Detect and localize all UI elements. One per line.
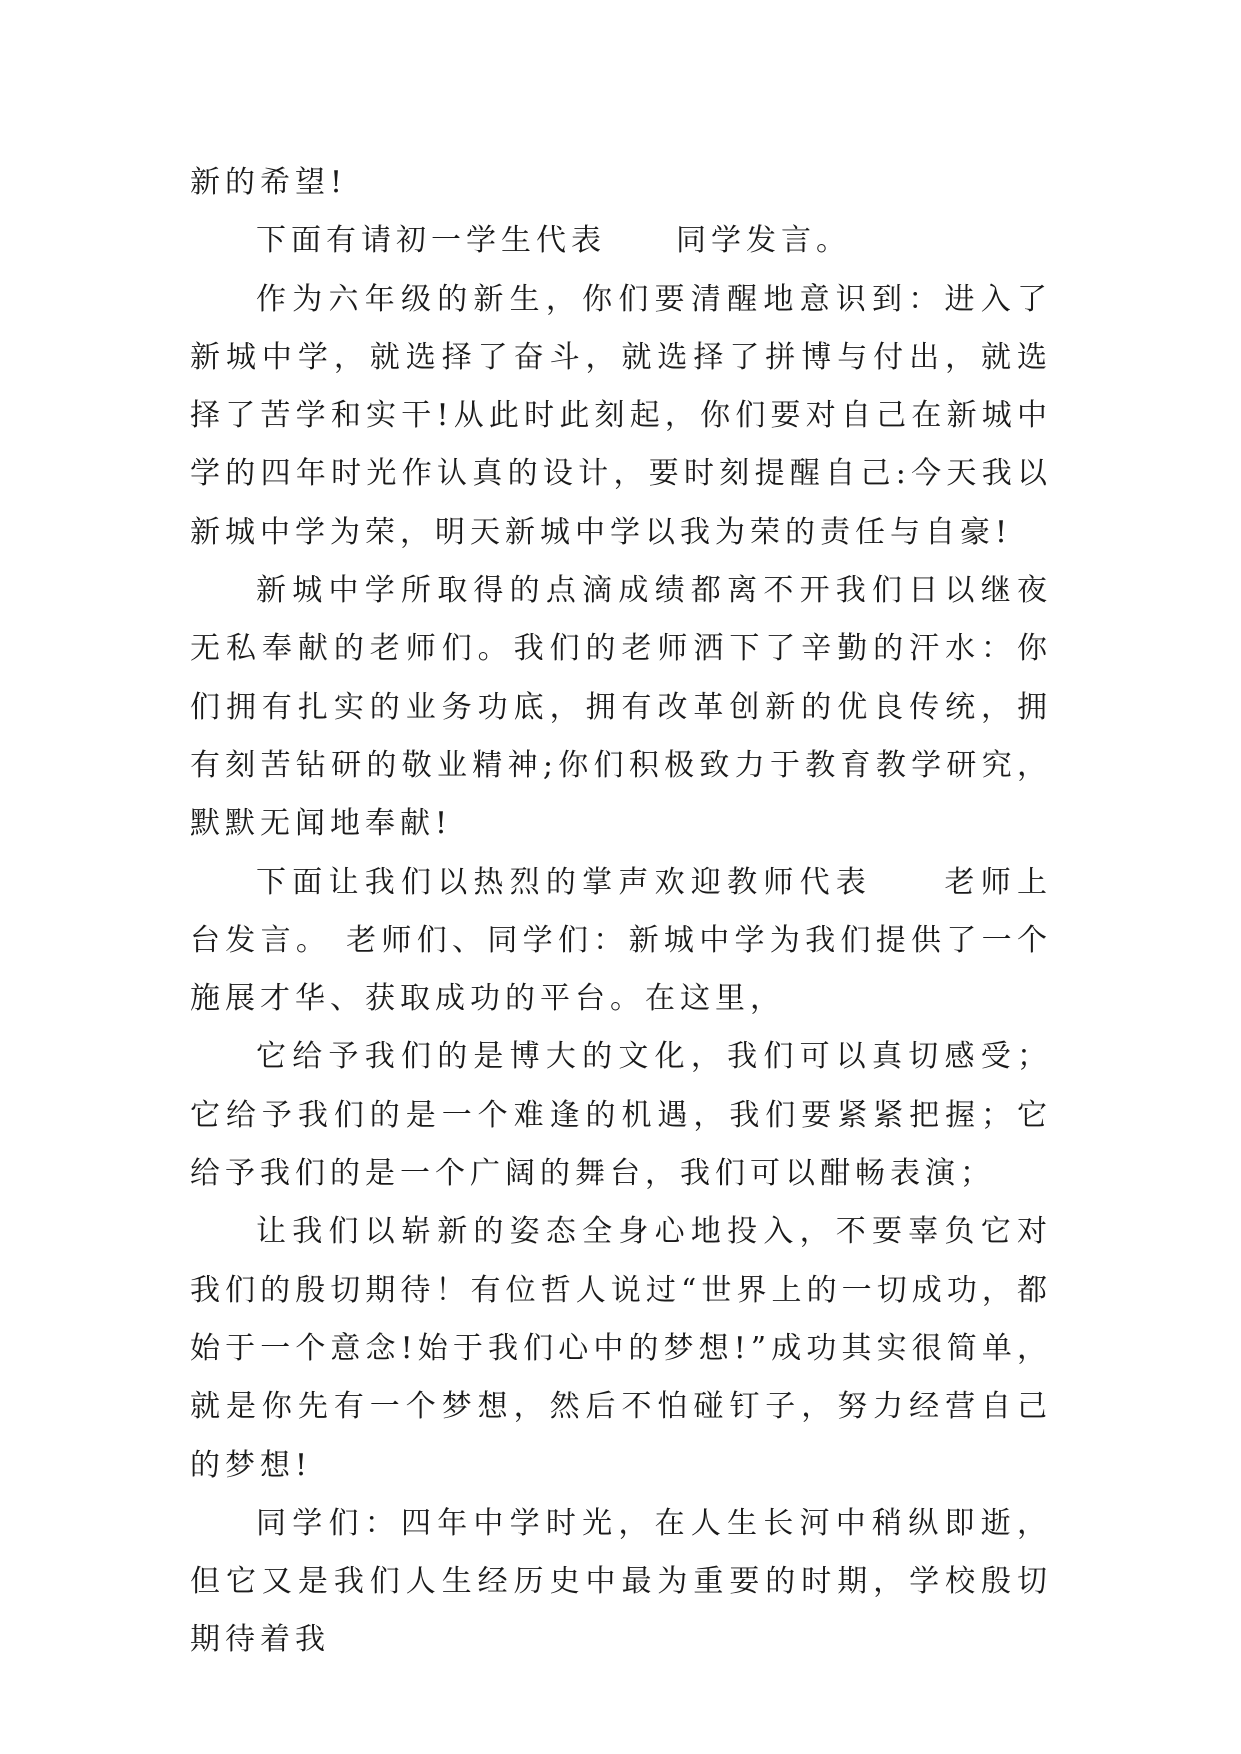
document-body — [190, 154, 1052, 1670]
paragraph-4: 新城中学所取得的点滴成绩都离不开我们日以继夜无私奉献的老师们。我们的老师洒下了辛勤的汗水：你们拥有扎实的业务功底，拥有改革创新的优良传统，拥有刻苦钻研的敬业精神;你们积极致力于教育教学研究，默默无闻地奉献! — [190, 573, 1052, 842]
paragraph-8: 同学们：四年中学时光，在人生长河中稍纵即逝，但它又是我们人生经历史中最为重要的时期，学校殷切期待着我 — [190, 1505, 1052, 1658]
paragraph-3: 作为六年级的新生，你们要清醒地意识到：进入了新城中学，就选择了奋斗，就选择了拼博与付出，就选择了苦学和实干!从此时此刻起，你们要对自己在新城中学的四年时光作认真的设计，要时刻提醒自己:今天我以新城中学为荣，明天新城中学以我为荣的责任与自豪! — [190, 281, 1052, 550]
paragraph-5: 下面让我们以热烈的掌声欢迎教师代表 老师上台发言。 老师们、同学们：新城中学为我们提供了一个施展才华、获取成功的平台。在这里， — [190, 864, 1052, 1017]
paragraph-6: 它给予我们的是博大的文化，我们可以真切感受；它给予我们的是一个难逢的机遇，我们要紧紧把握；它给予我们的是一个广阔的舞台，我们可以酣畅表演； — [190, 1039, 1052, 1192]
paragraph-1: 新的希望! — [190, 165, 348, 200]
paragraph-7: 让我们以崭新的姿态全身心地投入，不要辜负它对我们的殷切期待！有位哲人说过“世界上的一切成功，都始于一个意念!始于我们心中的梦想!”成功其实很简单，就是你先有一个梦想，然后不怕碰钉子，努力经营自己的梦想! — [190, 1214, 1052, 1483]
paragraph-2: 下面有请初一学生代表 同学发言。 — [256, 223, 851, 259]
